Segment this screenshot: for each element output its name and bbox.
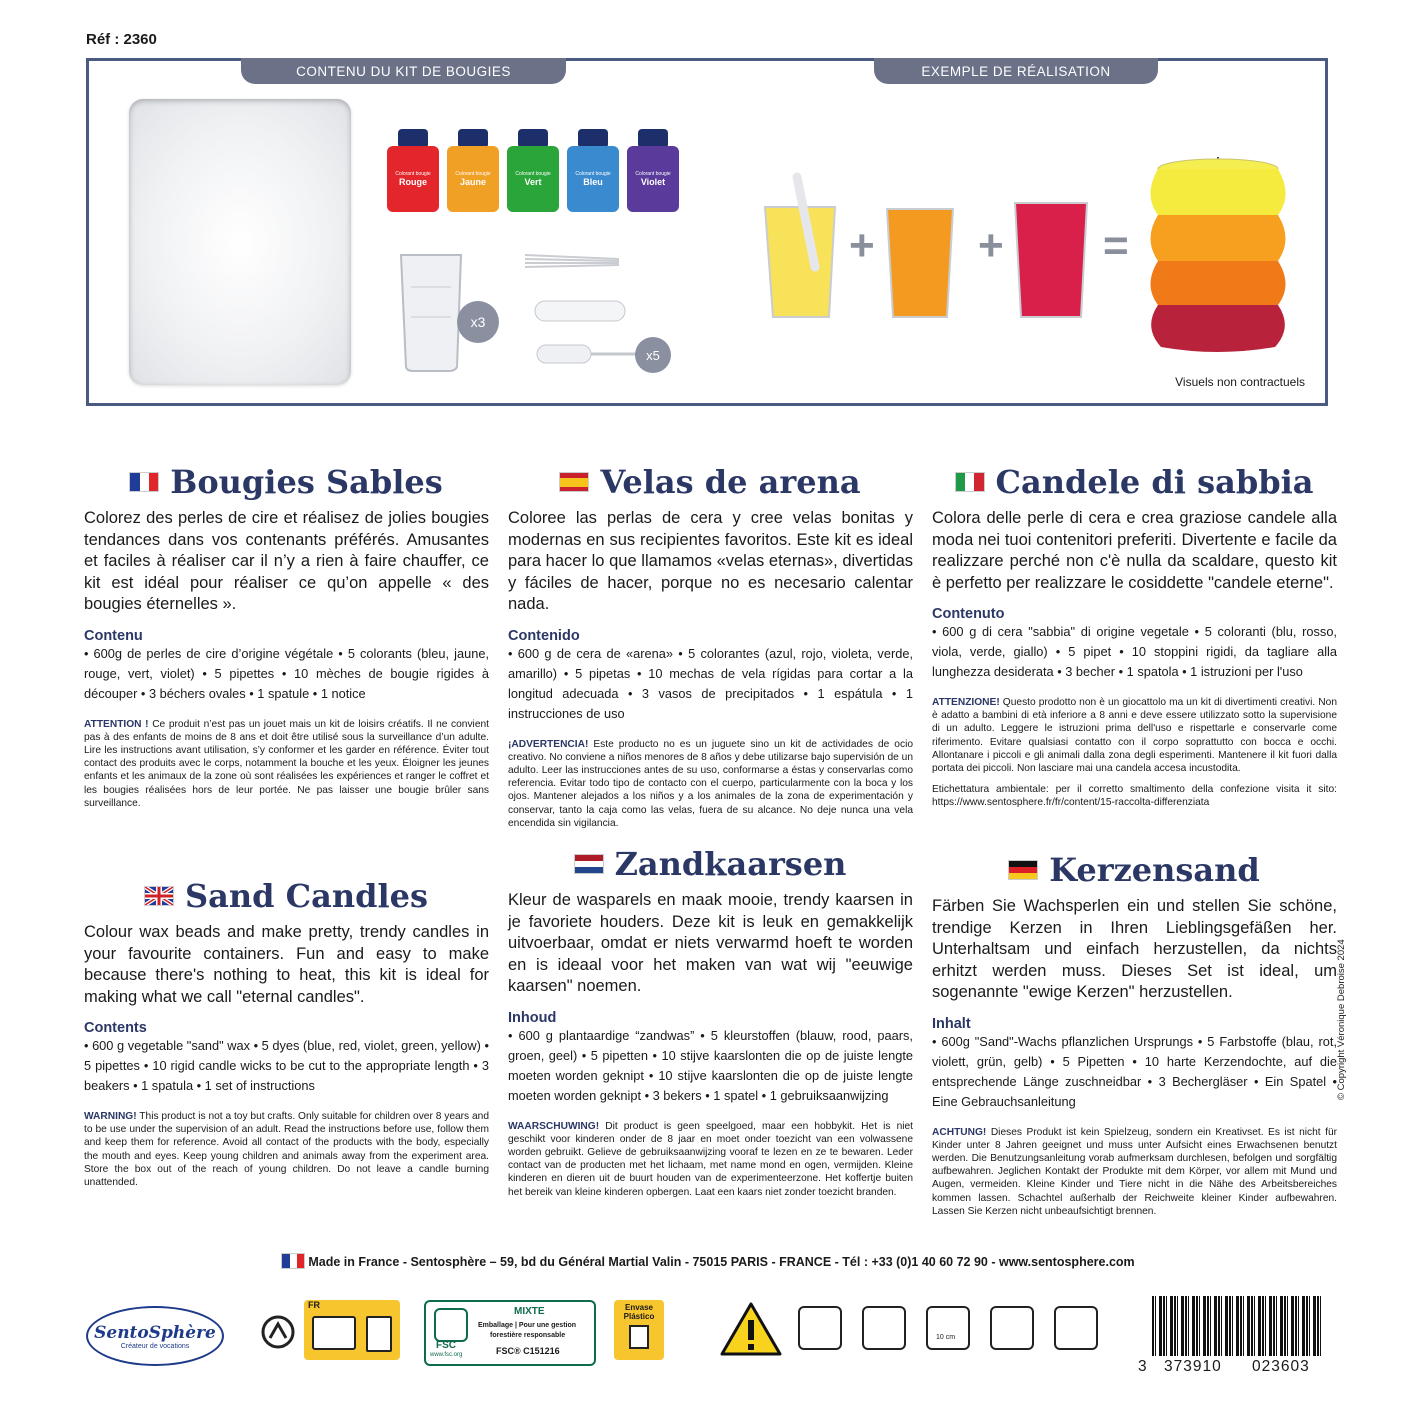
title-text: Bougies Sables: [170, 463, 443, 501]
fsc-tree-icon: [434, 1308, 468, 1342]
barcode-first-digit: 3: [1138, 1358, 1148, 1375]
warning-fr: [84, 718, 489, 810]
envase-line1: Envase: [624, 1303, 654, 1312]
recycling-country: FR: [308, 1300, 320, 1310]
bottle-rouge: [387, 129, 439, 212]
title-text: Candele di sabbia: [995, 463, 1314, 501]
title-text: Kerzensand: [1049, 851, 1260, 889]
bottle-violet: [627, 129, 679, 212]
visuels-note: Visuels non contractuels: [1175, 375, 1305, 389]
contents-title-it: Contenuto: [932, 606, 1005, 622]
envase-line2: Plástico: [623, 1312, 655, 1321]
picto-10cm-label: 10 cm: [936, 1334, 956, 1341]
warning-en: [84, 1110, 489, 1189]
contents-title-fr: Contenu: [84, 627, 143, 644]
warning-triangle-icon: [718, 1300, 784, 1358]
fsc-word: FSC: [436, 1340, 456, 1351]
contents-list-fr: • 600g de perles de cire d’origine végétale • 5 colorants (bleu, jaune, rouge, vert, violet) • 5 pipettes • 10 mèches de bougie rigides à découper • 3 béchers ovales • 1 spatule • 1 notice: [84, 645, 489, 701]
sentosphere-logo: [86, 1306, 224, 1366]
fsc-label: [424, 1300, 596, 1366]
warning-label: ACHTUNG!: [932, 1126, 987, 1138]
intro-en: Colour wax beads and make pretty, trendy candles in your favourite containers. Fun and easy to make because there's nothing to heat, this kit is ideal for making what we call "eternal candles".: [84, 923, 489, 1006]
title-nl: [508, 842, 913, 886]
warning-label: ATTENTION !: [84, 718, 149, 730]
plus-sign-1: +: [849, 221, 875, 270]
italy-flag-icon: [956, 473, 984, 491]
france-flag-icon: [130, 473, 158, 491]
barcode-group1: 373910: [1164, 1358, 1222, 1375]
made-in-text: Made in France - Sentosphère – 59, bd du Général Martial Valin - 75015 PARIS - FRANCE - Tél : +33 (0)1 40 60 72 90 - www.sentosphere.com: [308, 1255, 1135, 1269]
quantity-badge-x5: [635, 337, 671, 373]
warning-text: Ce produit n’est pas un jouet mais un kit de loisirs créatifs. Il ne convient pas à des enfants de moins de 8 ans et doit être utilisé sous la surveillance d’un adulte. Lire les instructions avant utilisation, s’y conformer et les garder en référence. Éviter tout contact des produits avec le corps, notamment la bouche et les yeux. Éloigner les jeunes enfants et les animaux de la zone où sont réalisées les expériences et ranger le coffret et les bougies réalisées hors de leur portée. Ne pas laisser une bougie brûler sans surveillance.: [84, 718, 489, 809]
title-es: [508, 460, 913, 504]
made-in-france-line: [0, 1254, 1417, 1269]
contents-list-de: • 600g "Sand"-Wachs pflanzlichen Ursprungs • 5 Farbstoffe (blau, rot, violett, grün, gelb) • 5 Pipetten • 10 harte Kerzendochte, auf die entsprechende Länge zuschneidbar • 3 Bechergläser • Ein Spatel • Eine Gebrauchsanleitung: [932, 1033, 1337, 1109]
warning-nl: [508, 1120, 913, 1199]
warning-label: ATTENZIONE!: [932, 697, 1000, 708]
title-fr: [84, 460, 489, 504]
bottle-line1: Colorant bougie: [635, 171, 671, 177]
no-curtains-picto-icon: [990, 1306, 1034, 1350]
reference-number: Réf : 2360: [86, 31, 157, 48]
section-en: [84, 874, 489, 1189]
fsc-line1: Emballage | Pour une gestion: [478, 1322, 577, 1329]
section-es: [508, 460, 913, 830]
read-instructions-picto-icon: [1054, 1306, 1098, 1350]
germany-flag-icon: [1009, 861, 1037, 879]
section-nl: [508, 842, 913, 1199]
title-it: [932, 460, 1337, 504]
bottle-line1: Colorant bougie: [515, 171, 551, 177]
fsc-mixte: MIXTE: [514, 1306, 545, 1317]
recycling-info-label: [304, 1300, 400, 1360]
warning-de: [932, 1126, 1337, 1218]
bottle-line1: Colorant bougie: [575, 171, 611, 177]
warning-label: ¡ADVERTENCIA!: [508, 738, 589, 750]
contents-panel: [86, 58, 1328, 406]
equals-sign: =: [1103, 221, 1129, 270]
warning-text: Questo prodotto non è un giocattolo ma un kit di divertimenti creativi. Non è adatto a bambini di età inferiore a 8 anni e deve essere utilizzato sotto la supervisione di un adulto. Leggere le istruzioni prima dell'uso e rispettarle e conservarle come riferimento. Evitare qualsiasi contatto con il corpo soprattutto con bocca e occhi. Allontanare i piccoli e gli animali dalla zona degli esperimenti. Mantenere il kit fuori dalla portata dei piccoli. Non lasciare mai una candela accesa incustodita.: [932, 697, 1337, 775]
bottle-name: Jaune: [459, 177, 486, 187]
intro-de: Färben Sie Wachsperlen ein und stellen Sie schöne, trendige Kerzen in Ihren Lieblingsgefäßen her. Unterhaltsam und einfach herzustellen, da nichts erhitzt werden muss. Dieses Set ist ideal, um sogenannte "ewige Kerzen" herzustellen.: [932, 897, 1337, 1001]
warning-text: Este producto no es un juguete sino un kit de actividades de ocio creativo. No conviene a niños menores de 8 años y debe utilizarse bajo supervisión de un adulto. Leer las instrucciones antes de su uso, conformarse a éstas y conservarlas como referencia. Evitar todo tipo de contacto con el cuerpo, particularmente con la boca y los ojos. Mantener alejados a los niños y a los animales de la zona de experimentación y conservar, tanto la caja como las velas, fuera de su alcance. No deje nunca una vela encendida sin vigilancia.: [508, 738, 913, 829]
barcode-group2: 023603: [1252, 1358, 1310, 1375]
colorant-bottles: [387, 129, 679, 212]
bin-icon: [366, 1316, 392, 1352]
contents-list-en: • 600 g vegetable "sand" wax • 5 dyes (blue, red, violet, green, yellow) • 5 pipettes • 10 rigid candle wicks to be cut to the appropriate length • 3 beakers • 1 spatula • 1 set of instructions: [84, 1038, 489, 1093]
bottle-bleu: [567, 129, 619, 212]
bottle-name: Bleu: [583, 177, 603, 187]
fsc-url: www.fsc.org: [430, 1352, 463, 1358]
contents-title-es: Contenido: [508, 627, 580, 644]
bin-icon: [629, 1325, 649, 1349]
bottle-name: Rouge: [399, 177, 427, 187]
contents-title-de: Inhalt: [932, 1015, 971, 1032]
netherlands-flag-icon: [575, 855, 603, 873]
quantity-badge-x3: [457, 301, 499, 343]
section-fr: [84, 460, 489, 810]
warning-it: [932, 696, 1337, 775]
bottle-jaune: [447, 129, 499, 212]
title-text: Velas de arena: [600, 463, 861, 501]
fsc-line2: forestière responsable: [490, 1332, 566, 1339]
warning-label: WAARSCHUWING!: [508, 1120, 600, 1132]
bottle-line1: Colorant bougie: [455, 171, 491, 177]
warning-text: Dit product is geen speelgoed, maar een hobbykit. Het is niet geschikt voor kinderen onder de 8 jaar en moet onder toezicht van een volwassene worden gebruikt. Gelieve de gebruiksaanwijzing vooraf te lezen en ze te bewaren. Leder contact van de producten met het lichaam, met name mond en ogen, vermijden. Kleine kinderen en dieren uit de buurt houden van de experimenteerzone. Het koffertje buiten het bereik van kleine kinderen opbergen. Laat een kaars niet zonder toezicht branden.: [508, 1120, 913, 1198]
badge-x5-label: x5: [646, 347, 660, 363]
intro-fr: Colorez des perles de cire et réalisez de jolies bougies tendances dans vos contenants préférés. Amusantes et faciles à réaliser car il n’y a rien à faire chauffer, ce kit est idéal pour réaliser ce qu’on appelle « des bougies éternelles ».: [84, 509, 489, 613]
spain-flag-icon: [560, 473, 588, 491]
candle-distance-picto-icon: [926, 1306, 970, 1350]
example-header: EXEMPLE DE RÉALISATION: [874, 58, 1158, 84]
child-supervision-picto-icon: [862, 1306, 906, 1350]
logo-name: SentoSphère: [94, 1322, 216, 1343]
section-it: [932, 460, 1337, 810]
title-text: Zandkaarsen: [614, 845, 847, 883]
contents-list-es: • 600 g de cera de «arena» • 5 colorantes (azul, rojo, violeta, verde, amarillo) • 5 pipetas • 10 mechas de vela rígidas para cortar a la longitud adecuada • 3 vasos de precipitados • 1 espátula • 1 instrucciones de uso: [508, 645, 913, 721]
warning-text: This product is not a toy but crafts. Only suitable for children over 8 years and to be use under the supervision of an adult. Read the instructions before use, follow them and keep them for reference. Avoid all contact of the products with the body, especially the mouth and eyes. Keep young children and animals away from the experiment area. Store the box out of the reach of young children. Do not leave a candle burning unattended.: [84, 1111, 489, 1189]
wax-bag-image: [129, 99, 351, 385]
contents-title-nl: Inhoud: [508, 1009, 557, 1026]
title-text: Sand Candles: [185, 877, 428, 915]
intro-es: Coloree las perlas de cera y cree velas bonitas y modernas en sus recipientes favoritos. Este kit es ideal para hacer lo que llamamos «velas eternas», divertidas y fáciles de hacer, porque no es necesario calentar nada.: [508, 509, 913, 613]
section-de: [932, 848, 1337, 1218]
bottle-name: Violet: [640, 177, 666, 187]
intro-it: Colora delle perle di cera e crea graziose candele alla moda nei tuoi contenitori preferiti. Divertente e facile da realizzare perché non c'è nulla da scaldare, questo kit è perfetto per realizzare le cosiddette "candele eterne".: [932, 509, 1337, 592]
barcode: [1152, 1296, 1324, 1356]
plus-sign-2: +: [978, 221, 1004, 270]
copyright: © Copyright Véronique Debroise 2024: [1336, 939, 1347, 1100]
intro-nl: Kleur de wasparels en maak mooie, trendy kaarsen in je favoriete houders. Deze kit is leuk en gemakkelijk uitvoerbaar, omdat er niets verwarmd hoeft te worden en is ideaal voor het maken van wat wij "eeuwige kaarsen" noemen.: [508, 891, 913, 995]
logo-tagline: Créateur de vocations: [120, 1342, 190, 1350]
envase-plastico-label: [614, 1300, 664, 1360]
warning-text: Dieses Produkt ist kein Spielzeug, sondern ein Kreativset. Es ist nicht für Kinder unter 8 Jahren geeignet und muss unter Aufsicht eines Erwachsenen benutzt werden. Die Benutzungsanleitung vorab aufmerksam durchlesen, befolgen und sorgfältig aufbewahren. Jeglichen Kontakt der Produkte mit dem Körper, vor allem mit Mund und Augen, vermeiden. Kleine Kinder und Tiere nicht in die Nähe des Arbeitsbereiches kommen lassen. Schachtel außerhalb der Reichweite kleiner Kinder aufbewahren. Lassen Sie Kerzen nicht unbeaufsichtigt brennen.: [932, 1126, 1337, 1217]
no-chemicals-picto-icon: [798, 1306, 842, 1350]
kit-contents-header: CONTENU DU KIT DE BOUGIES: [241, 58, 566, 84]
eco-labelling-it: Etichettatura ambientale: per il corretto smaltimento della confezione visita it sito: https://www.sentosphere.fr/fr/content/15-raccolta-differenziata: [932, 784, 1337, 809]
fsc-code: FSC® C151216: [496, 1346, 560, 1356]
bottle-name: Vert: [524, 177, 542, 187]
warning-es: [508, 738, 913, 830]
title-de: [932, 848, 1337, 892]
title-en: [84, 874, 489, 918]
triman-icon: [258, 1312, 298, 1352]
box-sorting-icon: [312, 1316, 356, 1350]
contents-title-en: Contents: [84, 1020, 147, 1036]
contents-list-it: • 600 g di cera "sabbia" di origine vegetale • 5 coloranti (blu, rosso, viola, verde, giallo) • 5 pipet • 10 stoppini rigidi, da tagliare alla lunghezza desiderata • 3 becher • 1 spatola • 1 istruzioni per l'uso: [932, 624, 1337, 679]
badge-x3-label: x3: [470, 314, 486, 330]
france-flag-icon: [282, 1254, 304, 1268]
warning-label: WARNING!: [84, 1111, 137, 1122]
bottle-line1: Colorant bougie: [395, 171, 431, 177]
uk-flag-icon: [145, 887, 173, 905]
contents-list-nl: • 600 g plantaardige “zandwas” • 5 kleurstoffen (blauw, rood, paars, groen, geel) • 5 pipetten • 10 stijve kaarslonten die op de juiste lengte moeten worden geknipt • 10 stijve kaarslonten die op de juiste lengte moeten worden geknipt • 3 bekers • 1 spatel • 1 gebruiksaanwijzing: [508, 1027, 913, 1103]
bottle-vert: [507, 129, 559, 212]
example-illustration: [757, 157, 1317, 397]
